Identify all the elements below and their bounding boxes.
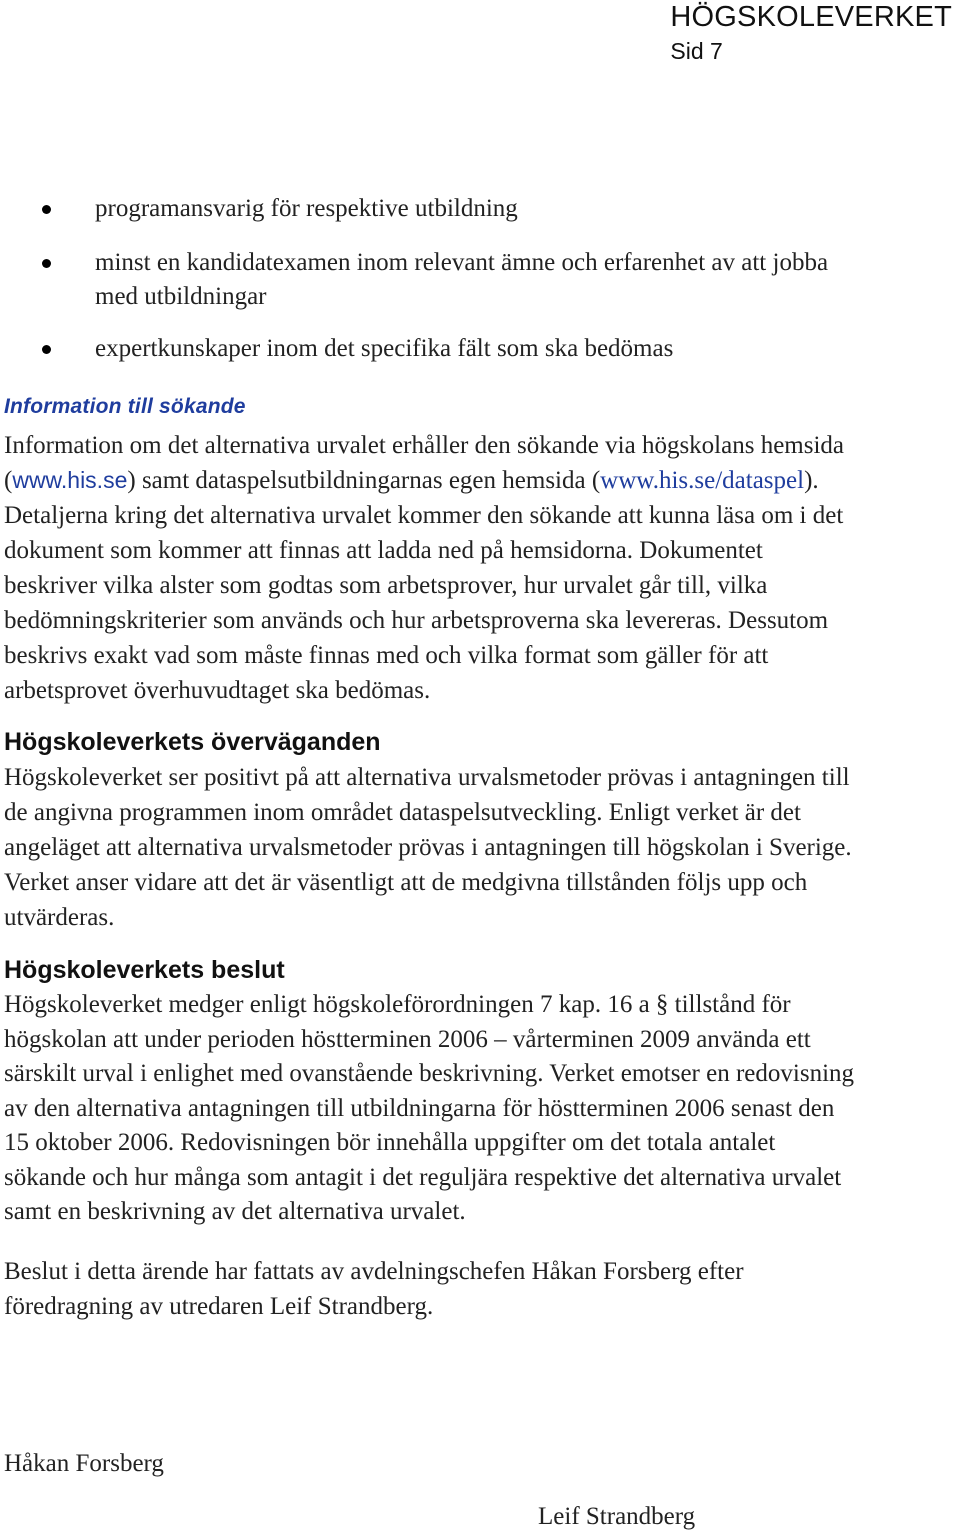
bullet-icon <box>42 345 51 354</box>
info-paragraph <box>4 428 954 708</box>
closing-paragraph <box>4 1254 954 1324</box>
paragraph-line: dokument som kommer att finnas att ladda ned på hemsidorna. Dokumentet <box>4 537 763 564</box>
paragraph-line: bedömningskriterier som används och hur arbetsproverna ska levereras. Dessutom <box>4 607 829 634</box>
organization-name: HÖGSKOLEVERKET <box>670 1 952 33</box>
closing-section <box>4 1254 954 1324</box>
paragraph-line: Högskoleverket ser positivt på att alternativa urvalsmetoder prövas i antagningen till <box>4 764 850 791</box>
decision-section <box>4 955 954 1230</box>
list-item-text-line: minst en kandidatexamen inom relevant ämne och erfarenhet av att jobba <box>95 249 829 276</box>
paragraph-line: 15 oktober 2006. Redovisningen bör innehålla uppgifter om det totala antalet <box>4 1129 776 1156</box>
text-fragment: ( <box>4 467 13 494</box>
considerations-paragraph <box>4 760 954 935</box>
link-his-se-dataspel[interactable]: www.his.se/dataspel <box>600 467 805 494</box>
paragraph-line: Information om det alternativa urvalet erhåller den sökande via högskolans hemsida <box>4 432 845 459</box>
paragraph-line: Detaljerna kring det alternativa urvalet kommer den sökande att kunna läsa om i det <box>4 502 844 529</box>
signature-decision-maker: Håkan Forsberg <box>4 1450 164 1477</box>
section-heading-considerations: Högskoleverkets överväganden <box>4 728 381 756</box>
paragraph-line: Beslut i detta ärende har fattats av avdelningschefen Håkan Forsberg efter <box>4 1258 744 1285</box>
page-number: Sid 7 <box>670 38 723 64</box>
requirements-list <box>0 192 940 366</box>
paragraph-line: beskrivs exakt vad som måste finnas med och vilka format som gäller för att <box>4 642 769 669</box>
considerations-section <box>4 727 954 935</box>
paragraph-line: föredragning av utredaren Leif Strandberg. <box>4 1293 434 1320</box>
paragraph-line: sökande och hur många som antagit i det reguljära respektive det alternativa urvalet <box>4 1163 842 1191</box>
paragraph-line: högskolan att under perioden höstterminen 2006 – vårterminen 2009 använda ett <box>4 1025 811 1053</box>
paragraph-line: de angivna programmen inom området dataspelsutveckling. Enligt verket är det <box>4 799 801 826</box>
list-item <box>0 192 940 226</box>
paragraph-line: samt en beskrivning av det alternativa urvalet. <box>4 1198 466 1225</box>
paragraph-line <box>4 463 954 498</box>
list-item-text: programansvarig för respektive utbildning <box>95 195 518 222</box>
paragraph-line: av den alternativa antagningen till utbildningarna för höstterminen 2006 senast den <box>4 1094 835 1122</box>
list-item-text-line: med utbildningar <box>95 283 267 310</box>
paragraph-line: Verket anser vidare att det är väsentligt att de medgivna tillstånden följs upp och <box>4 869 808 896</box>
info-section <box>4 394 954 708</box>
list-item <box>0 332 940 366</box>
link-his-se[interactable]: www.his.se <box>12 467 128 493</box>
paragraph-line: Högskoleverket medger enligt högskoleförordningen 7 kap. 16 a § tillstånd för <box>4 991 791 1018</box>
section-heading-decision: Högskoleverkets beslut <box>4 956 285 984</box>
text-fragment: ) samt dataspelsutbildningarnas egen hemsida ( <box>127 467 601 494</box>
decision-paragraph <box>4 988 954 1230</box>
signature-rapporteur: Leif Strandberg <box>538 1503 696 1530</box>
list-item <box>0 246 940 314</box>
paragraph-line: utvärderas. <box>4 904 115 931</box>
page-header <box>670 0 952 66</box>
paragraph-line: särskilt urval i enlighet med ovanstående beskrivning. Verket emotser en redovisning <box>4 1060 855 1087</box>
paragraph-line: arbetsprovet överhuvudtaget ska bedömas. <box>4 677 431 704</box>
text-fragment: ). <box>804 467 819 494</box>
paragraph-line: beskriver vilka alster som godtas som arbetsprover, hur urvalet går till, vilka <box>4 572 768 599</box>
list-item-text: expertkunskaper inom det specifika fält som ska bedömas <box>95 335 674 362</box>
bullet-icon <box>42 259 51 268</box>
bullet-icon <box>42 205 51 214</box>
section-heading-info: Information till sökande <box>4 395 246 418</box>
paragraph-line: angeläget att alternativa urvalsmetoder prövas i antagningen till högskolan i Sverige. <box>4 834 852 861</box>
